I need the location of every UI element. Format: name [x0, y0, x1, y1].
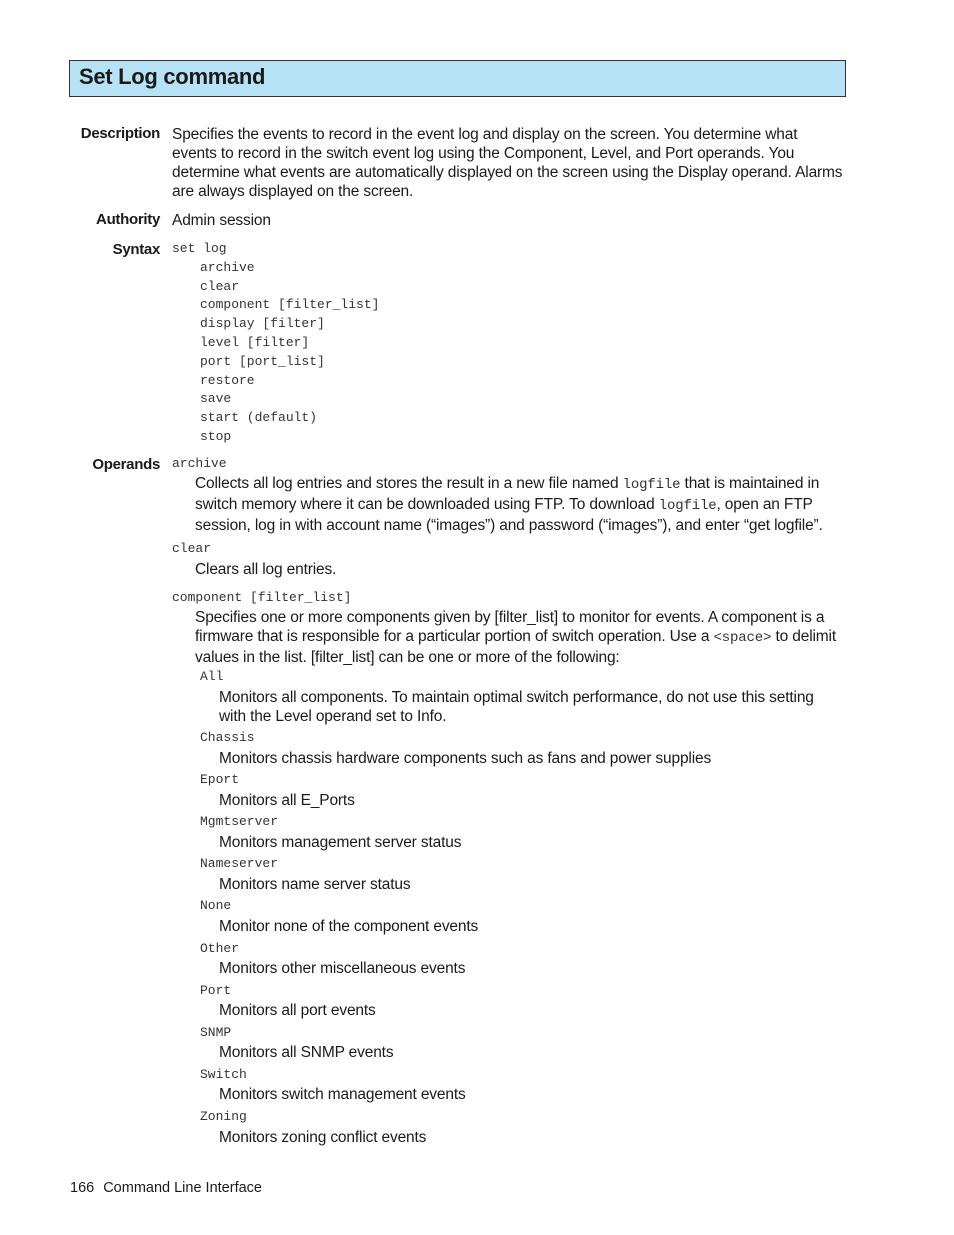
filter-item-desc: Monitors management server status: [219, 834, 462, 851]
syntax-line: component [filter_list]: [200, 297, 380, 313]
authority-text: Admin session: [172, 212, 271, 229]
archive-desc-part: , open an FTP session, log in with account name (“images”) and password (“images”), and enter “get logfile”.: [195, 496, 823, 534]
filter-item-name: Zoning: [200, 1109, 247, 1124]
logfile-code: logfile: [622, 477, 681, 493]
page-title-bar: [69, 60, 846, 97]
page-number: 166: [70, 1180, 95, 1196]
syntax-line: archive: [200, 259, 255, 275]
syntax-line: start (default): [200, 410, 318, 426]
filter-item-desc: Monitors all E_Ports: [219, 792, 355, 809]
syntax-line: port [port_list]: [200, 353, 325, 369]
syntax-line: save: [200, 391, 232, 407]
description-label: Description: [80, 125, 160, 142]
page-footer: [70, 1180, 271, 1196]
syntax-line: stop: [200, 428, 232, 444]
archive-desc-part: Collects all log entries and stores the result in a new file named: [195, 475, 623, 492]
space-code: <space>: [713, 630, 772, 646]
description-text: Specifies the events to record in the event log and display on the screen. You determine what events to record in the switch event log using the Component, Level, and Port operands. You determine what events are automatically displayed on the screen using the Display operand. Alarms are always displayed on the screen.: [172, 126, 843, 200]
syntax-block: [172, 240, 379, 447]
filter-item-desc: Monitors all components. To maintain optimal switch performance, do not use this setting with the Level operand set to Info.: [219, 689, 814, 725]
operand-clear-desc: Clears all log entries.: [195, 561, 337, 578]
filter-item-name: Switch: [200, 1067, 247, 1082]
filter-item-desc: Monitors name server status: [219, 876, 411, 893]
syntax-label: Syntax: [112, 241, 160, 258]
logfile-code: logfile: [658, 498, 717, 514]
operand-archive-name: archive: [172, 456, 227, 471]
filter-item-desc: Monitors other miscellaneous events: [219, 960, 466, 977]
filter-item-name: Chassis: [200, 730, 255, 745]
operand-archive-desc: [195, 474, 843, 535]
syntax-line: display [filter]: [200, 316, 325, 332]
operand-component-desc: [195, 608, 843, 667]
section-name: Command Line Interface: [103, 1180, 262, 1196]
filter-item-name: None: [200, 898, 232, 913]
page-title: Set Log command: [79, 64, 266, 89]
filter-item-desc: Monitor none of the component events: [219, 918, 479, 935]
filter-item-name: Mgmtserver: [200, 814, 279, 829]
authority-label: Authority: [96, 211, 160, 228]
filter-item-desc: Monitors zoning conflict events: [219, 1129, 427, 1146]
filter-item-name: SNMP: [200, 1025, 232, 1040]
filter-item-name: Port: [200, 983, 232, 998]
syntax-line: restore: [200, 372, 255, 388]
filter-item-name: Nameserver: [200, 856, 279, 871]
filter-item-desc: Monitors all SNMP events: [219, 1044, 394, 1061]
filter-item-desc: Monitors all port events: [219, 1002, 376, 1019]
archive-desc-part: that is maintained in switch memory where it can be downloaded using FTP. To download: [195, 475, 820, 513]
syntax-line: set log: [172, 241, 227, 256]
filter-item-desc: Monitors switch management events: [219, 1086, 466, 1103]
component-desc-part: to delimit values in the list. [filter_list] can be one or more of the following:: [195, 628, 836, 666]
component-desc-part: Specifies one or more components given by [filter_list] to monitor for events. A component is a firmware that is responsible for a particular portion of switch operation. Use a: [195, 609, 825, 645]
syntax-line: level [filter]: [200, 334, 310, 350]
filter-item-name: Other: [200, 941, 240, 956]
filter-item-name: Eport: [200, 772, 240, 787]
filter-item-desc: Monitors chassis hardware components such as fans and power supplies: [219, 750, 712, 767]
operand-clear-name: clear: [172, 541, 212, 556]
syntax-line: clear: [200, 278, 240, 294]
operand-component-name: component [filter_list]: [172, 590, 352, 605]
operands-label: Operands: [92, 456, 160, 473]
filter-item-name: All: [200, 669, 224, 684]
